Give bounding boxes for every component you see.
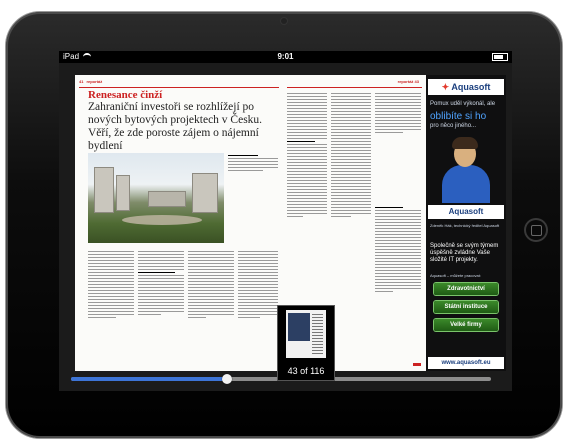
text-column-6 [331,93,371,219]
ad-button-healthcare[interactable]: Zdravotnictví [434,283,498,295]
ad-line1: Pomux uděl výkonál, ale [430,101,496,107]
status-bar [59,51,512,63]
page-number-right: 43 [414,79,419,84]
text-column-8 [375,207,421,294]
text-column-7 [375,93,421,135]
page-preview-popup [277,305,335,381]
page-thumbnail [286,310,326,358]
text-column-1 [88,251,134,320]
carrier-label: iPad [63,51,91,63]
ad-line3: pro něco jiného... [430,123,477,129]
ad-button-state-institutions[interactable]: Státní instituce [434,301,498,313]
ad-button-large-companies[interactable]: Velké firmy [434,319,498,331]
page-header-left [79,79,279,88]
home-button[interactable] [524,218,548,242]
section-label-right: reportáž [397,79,414,84]
ad-slogan: oblibíte si ho [430,111,487,122]
status-time: 9:01 [277,52,294,61]
page-header-right [287,79,422,88]
ipad-screen [59,51,512,391]
ad-brand-strip: Aquasoft [428,205,504,219]
scrubber-fill [71,377,227,381]
ad-headline: Společně se svým týmem úspěšně zvládne Vaše složité IT projekty. [430,243,499,263]
ad-person-photo [434,137,500,203]
text-column-2 [138,251,184,317]
page-indicator: 43 of 116 [287,366,325,376]
text-column-5 [287,93,327,219]
ad-url[interactable]: www.aquasoft.eu [428,357,504,369]
page-end-marker [413,363,421,366]
left-page[interactable] [75,75,283,371]
section-label-left: reportáž [86,79,103,84]
article-kicker: Renesance činží [88,89,163,101]
photo-caption [228,155,278,173]
scrubber-knob[interactable] [222,374,232,384]
camera-icon [281,18,287,24]
advertisement-page[interactable] [426,75,506,371]
article-headline [88,89,278,153]
page-number-left: 41 [79,79,84,84]
ad-label: Aquasoft – můžete pracovat: [430,273,481,278]
home-square-icon [531,225,542,236]
battery-icon [489,51,508,63]
article-title: Zahraniční investoři se rozhlížejí po nových bytových projektech v Česku. Věří, že zde poroste zájem o nájemní bydlení [88,101,263,152]
text-column-4 [238,251,278,320]
text-column-3 [188,251,234,320]
article-photo [88,153,224,243]
aquasoft-logo: ✦ Aquasoft [428,79,504,95]
ad-small-text: Zdeněk Hák, technický ředitel Aquasoft [430,223,500,228]
